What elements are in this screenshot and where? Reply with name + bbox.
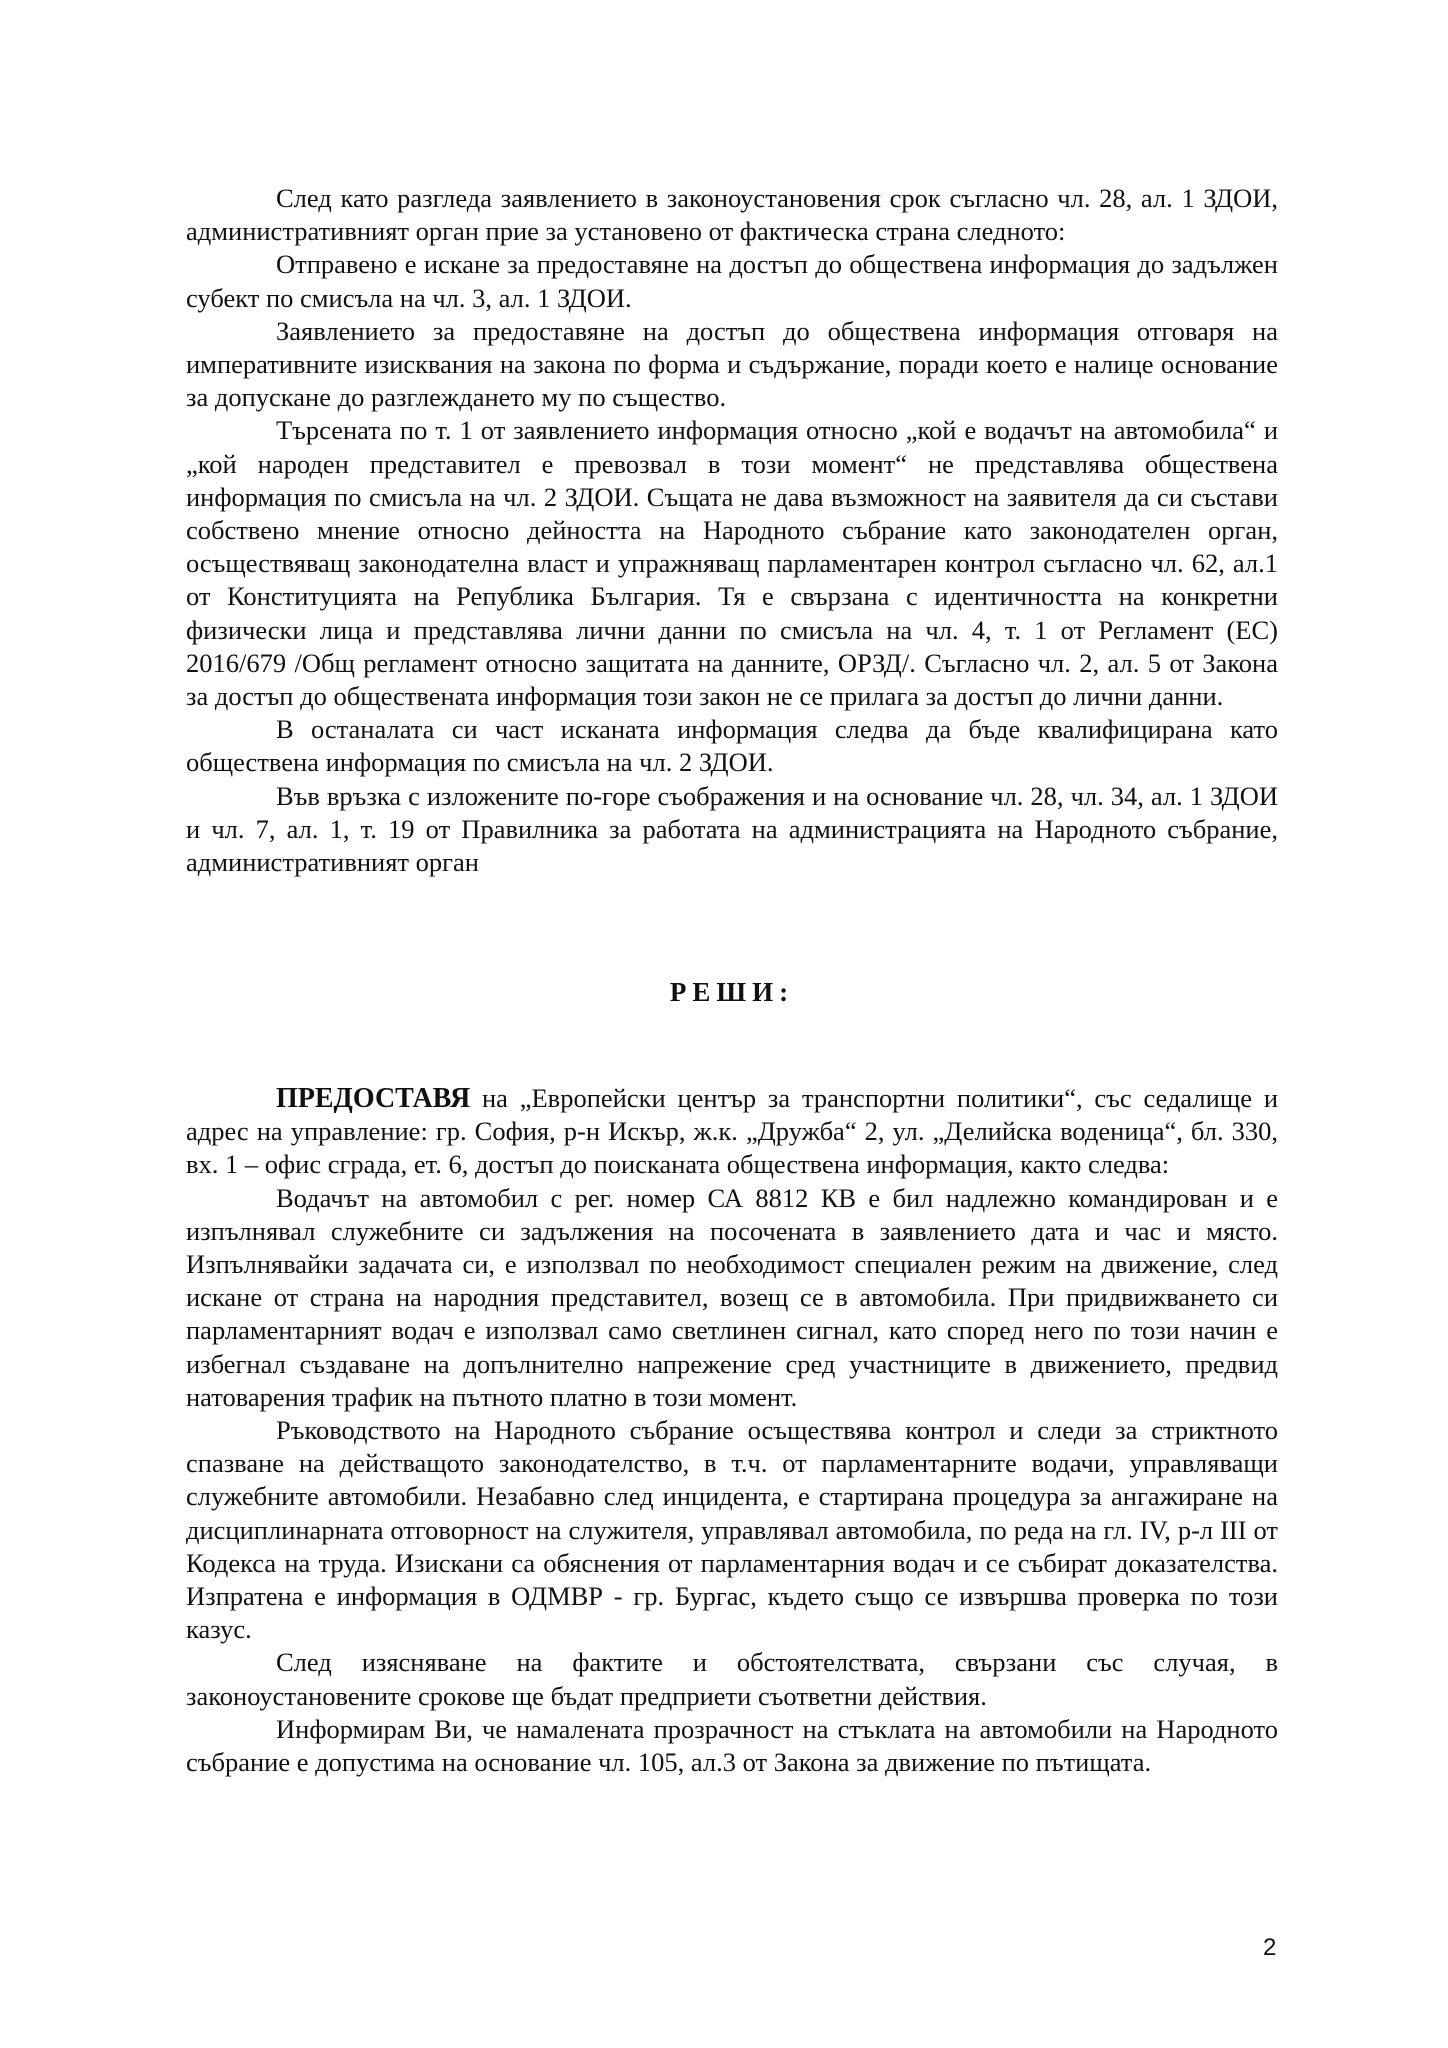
paragraph-review: След като разгледа заявлението в законоустановения срок съгласно чл. 28, ал. 1 ЗДОИ, административният орган прие за установено от фактическа страна следното: [186, 183, 1278, 247]
paragraph-personal-data: Търсената по т. 1 от заявлението информация относно „кой е водачът на автомобила“ и „кой народен представител е превозвал в този момент“ не представлява обществена информация по смисъла на чл. 2 ЗДОИ. Същата не дава възможност на заявителя да си състави собствено мнение относно дейността на Народното събрание като законодателен орган, осъществяващ законодателна власт и упражняващ парламентарен контрол съгласно чл. 62, ал.1 от Конституцията на Република България. Тя е свързана с идентичността на конкретни физически лица и представлява лични данни по смисъла на чл. 4, т. 1 от Регламент (ЕС) 2016/679 /Общ регламент относно защитата на данните, ОРЗД/. Съгласно чл. 2, ал. 5 от Закона за достъп до обществената информация този закон не се прилага за достъп до лични данни. [186, 415, 1278, 712]
paragraph-legal-basis: Във връзка с изложените по-горе съображения и на основание чл. 28, чл. 34, ал. 1 ЗДОИ и чл. 7, ал. 1, т. 19 от Правилника за работата на администрацията на Народното събрание, административният орган [186, 780, 1278, 878]
grant-keyword: ПРЕДОСТАВЯ [276, 1083, 471, 1114]
paragraph-window-tint: Информирам Ви, че намалената прозрачност на стъклата на автомобили на Народното събрание е допустима на основание чл. 105, ал.3 от Закона за движение по пътищата. [186, 1713, 1278, 1778]
paragraph-management-control: Ръководството на Народното събрание осъществява контрол и следи за стриктното спазване на действащото законодателство, в т.ч. от парламентарните водачи, управляващи служебните автомобили. Незабавно след инцидента, е стартирана процедура за ангажиране на дисциплинарната отговорност на служителя, управлявал автомобила, по реда на гл. IV, р-л III от Кодекса на труда. Изискани са обяснения от парламентарния водач и се събират доказателства. Изпратена е информация в ОДМВР - гр. Бургас, където също се извършва проверка по този казус. [186, 1415, 1278, 1645]
decision-heading: РЕШИ: [669, 977, 795, 1007]
paragraph-driver: Водачът на автомобил с рег. номер СА 8812 КВ е бил надлежно командирован и е изпълнявал служебните си задължения на посочената в заявлението дата и час и място. Изпълнявайки задачата си, е използвал по необходимост специален режим на движение, след искане от страна на народния представител, возещ се в автомобила. При придвижването си парламентарният водач е използвал само светлинен сигнал, като според него по този начин е избегнал създаване на допълнително напрежение сред участниците в движението, предвид натоварения трафик на пътното платно в този момент. [186, 1182, 1278, 1412]
grant-text: на „Европейски център за транспортни политики“, със седалище и адрес на управление: гр. София, р-н Искър, ж.к. „Дружба“ 2, ул. „Делийска воденица“, бл. 330, вх. 1 – офис сграда, ет. 6, достъп до поисканата обществена информация, както следва: [186, 1083, 1278, 1180]
paragraph-next-actions: След изясняване на фактите и обстоятелствата, свързани със случая, в законоустановените срокове ще бъдат предприети съответни действия. [186, 1647, 1278, 1711]
paragraph-remaining-info: В останалата си част исканата информация следва да бъде квалифицирана като обществена информация по смисъла на чл. 2 ЗДОИ. [186, 714, 1278, 778]
decision-section [186, 1082, 1278, 1779]
reasoning-section [186, 182, 1278, 879]
page-number: 2 [1263, 1934, 1277, 1961]
paragraph-request: Отправено е искане за предоставяне на достъп до обществена информация до задължен субект по смисъла на чл. 3, ал. 1 ЗДОИ. [186, 249, 1278, 313]
paragraph-grant [186, 1082, 1278, 1182]
paragraph-admissibility: Заявлението за предоставяне на достъп до обществена информация отговаря на императивните изисквания на закона по форма и съдържание, поради което е налице основание за допускане до разглеждането му по същество. [186, 315, 1278, 413]
